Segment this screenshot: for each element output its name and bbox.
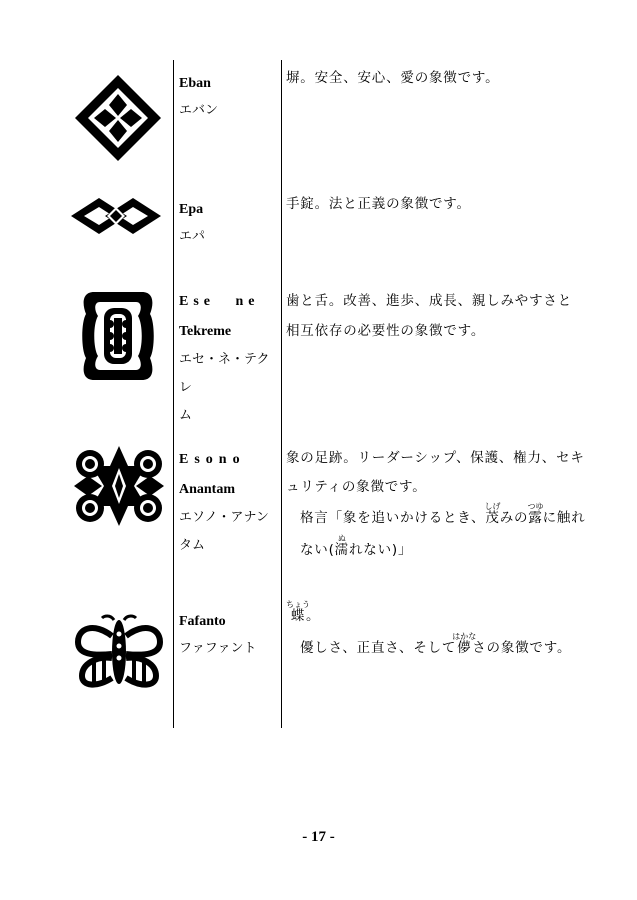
entry-name [179, 608, 277, 663]
fafanto-butterfly-icon [74, 614, 164, 690]
name-en-line2: Tekreme [179, 324, 232, 339]
proverb-text: 格言「象を追いかけるとき、茂しげみの露つゆに触れない(濡ぬれない)」 [300, 502, 586, 558]
name-en: Epa [179, 202, 204, 217]
entry-name [179, 446, 277, 560]
desc-text: 象の足跡。リーダーシップ、保護、権力、セキュリティの象徴です。 [286, 450, 585, 495]
name-ja-line2: ム [179, 408, 193, 423]
entry-description [286, 286, 586, 346]
table-rule-left [173, 60, 174, 728]
name-en-line2: Anantam [179, 482, 236, 497]
name-en: Fafanto [179, 614, 226, 629]
butterfly-text: 蝶ちょう。 [286, 600, 321, 624]
esono-anantam-elephant-footprint-icon [74, 446, 164, 526]
desc-text: 手錠。法と正義の象徴です。 [286, 196, 471, 212]
desc-text: 歯と舌。改善、進歩、成長、親しみやすさと相互依存の必要性の象徴です。 [286, 293, 572, 339]
desc-text: 塀。安全、安心、愛の象徴です。 [286, 70, 500, 86]
eban-fence-icon [75, 75, 161, 161]
name-en: Ese ne [179, 294, 260, 309]
name-en: Eban [179, 76, 211, 91]
name-ja: エバン [179, 103, 219, 118]
name-en: Esono [179, 452, 246, 467]
entry-description [286, 190, 586, 219]
epa-handcuffs-icon [69, 196, 163, 236]
entry-description [286, 600, 586, 664]
trait-text: 優しさ、正直さ、そして儚はかなさの象徴です。 [300, 632, 572, 656]
entry-name [179, 288, 277, 430]
name-ja: ファファント [179, 641, 257, 656]
name-ja-line2: タム [179, 538, 206, 553]
entry-description [286, 444, 586, 566]
name-ja: エパ [179, 229, 206, 244]
name-ja: エソノ・アナン [179, 510, 269, 525]
entry-name [179, 70, 277, 125]
entry-name [179, 196, 277, 251]
page-number: - 17 - [302, 829, 335, 845]
name-ja: エセ・ネ・テクレ [179, 352, 270, 395]
ese-ne-tekreme-teeth-tongue-icon [80, 288, 156, 384]
entry-description [286, 64, 586, 93]
table-rule-right [281, 60, 282, 728]
